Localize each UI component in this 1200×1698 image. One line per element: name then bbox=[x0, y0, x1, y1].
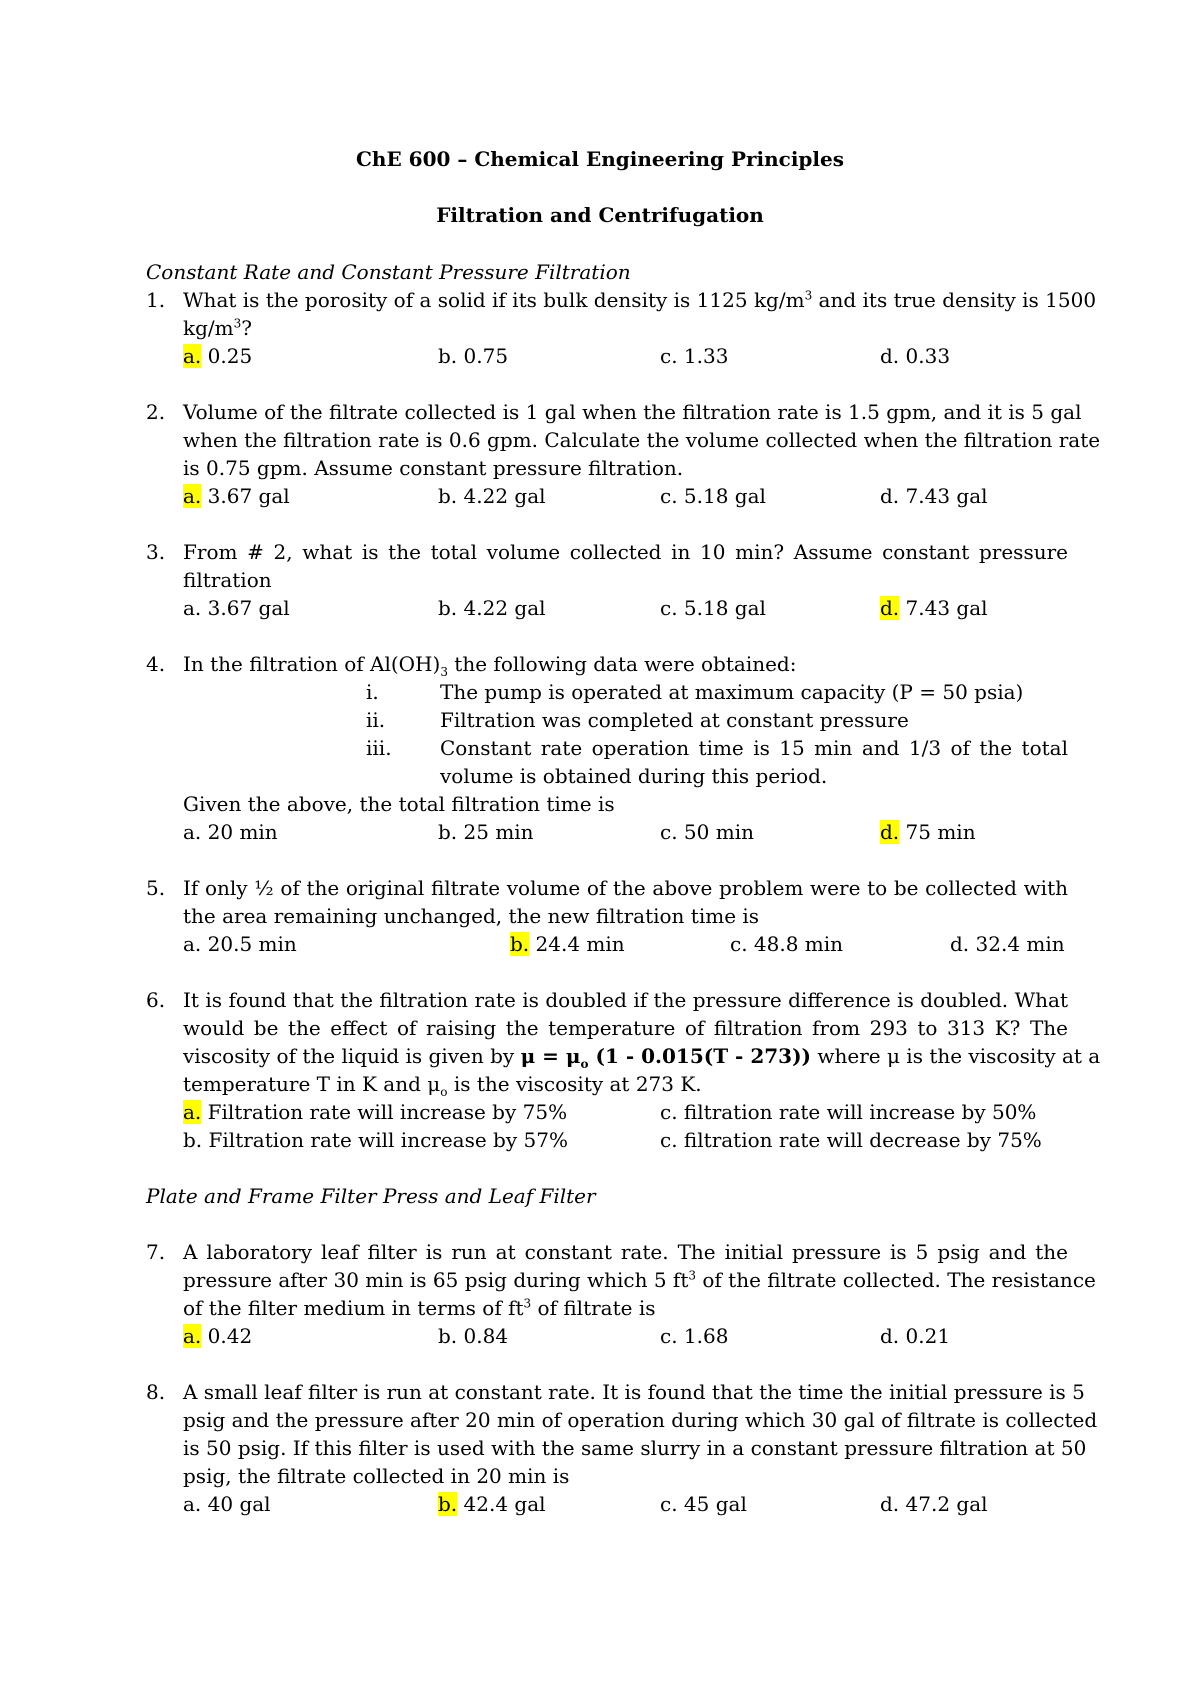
question-text: is 0.75 gpm. Assume constant pressure filtration. bbox=[183, 456, 684, 480]
option-d: d. 75 min bbox=[880, 820, 976, 844]
question-text: is 50 psig. If this filter is used with the same slurry in a constant pressure filtration at 50 bbox=[183, 1436, 1087, 1460]
sub-item-number: i. bbox=[366, 680, 379, 704]
section-heading-filtration: Constant Rate and Constant Pressure Filtration bbox=[146, 260, 631, 284]
sub-item-text: Filtration was completed at constant pressure bbox=[440, 708, 909, 732]
option-b: b. 24.4 min bbox=[510, 932, 625, 956]
option-d: d. 7.43 gal bbox=[880, 596, 988, 620]
option-a: a. 40 gal bbox=[183, 1492, 271, 1516]
question-text: the area remaining unchanged, the new filtration time is bbox=[183, 904, 760, 928]
option-b: b. Filtration rate will increase by 57% bbox=[183, 1128, 568, 1152]
question-text: A laboratory leaf filter is run at constant rate. The initial pressure is 5 psig and the bbox=[183, 1240, 1068, 1264]
viscosity-formula: $\mu = \mu_o$ (1 - 0.015(T - 273)) bbox=[520, 1044, 811, 1071]
question-text: From # 2, what is the total volume collected in 10 min? Assume constant pressure bbox=[183, 540, 1068, 564]
question-text: when the filtration rate is 0.6 gpm. Calculate the volume collected when the filtration rate bbox=[183, 428, 1101, 452]
question-text: Volume of the filtrate collected is 1 gal when the filtration rate is 1.5 gpm, and it is 5 gal bbox=[183, 400, 1082, 424]
question-number: 8. bbox=[146, 1380, 166, 1404]
option-b: b. 0.84 bbox=[438, 1324, 509, 1348]
sub-item-number: ii. bbox=[366, 708, 386, 732]
option-c: c. 5.18 gal bbox=[660, 484, 766, 508]
option-d: d. 0.21 bbox=[880, 1324, 951, 1348]
question-text: pressure after 30 min is 65 psig during which 5 $ft^3$ of the filtrate collected. The resistance bbox=[183, 1268, 1096, 1292]
option-a: a. 0.25 bbox=[183, 344, 253, 368]
option-a: a. 20.5 min bbox=[183, 932, 297, 956]
option-a: a. 20 min bbox=[183, 820, 278, 844]
section-heading-filter-press: Plate and Frame Filter Press and Leaf Filter bbox=[146, 1184, 596, 1208]
option-c: c. 5.18 gal bbox=[660, 596, 766, 620]
sub-item-number: iii. bbox=[366, 736, 392, 760]
question-number: 1. bbox=[146, 288, 166, 312]
sub-item-text: volume is obtained during this period. bbox=[440, 764, 828, 788]
answer-highlight: a. bbox=[183, 484, 202, 508]
question-text: A small leaf filter is run at constant rate. It is found that the time the initial pressure is 5 bbox=[183, 1380, 1085, 1404]
question-number: 7. bbox=[146, 1240, 166, 1264]
sub-item-text: The pump is operated at maximum capacity (P = 50 psia) bbox=[440, 680, 1024, 704]
question-number: 6. bbox=[146, 988, 166, 1012]
question-text: What is the porosity of a solid if its bulk density is 1125 $kg/m^3$ and its true density is 1500 bbox=[183, 288, 1097, 312]
course-title: ChE 600 – Chemical Engineering Principles bbox=[355, 147, 845, 171]
question-text: Given the above, the total filtration time is bbox=[183, 792, 615, 816]
option-c: c. 45 gal bbox=[660, 1492, 747, 1516]
answer-highlight: b. bbox=[438, 1492, 458, 1516]
question-text: $kg/m^3$? bbox=[183, 316, 252, 340]
question-number: 5. bbox=[146, 876, 166, 900]
answer-highlight: a. bbox=[183, 344, 202, 368]
question-text: filtration bbox=[183, 568, 272, 592]
question-text: temperature T in K and $\mu_o$ is the viscosity at 273 K. bbox=[183, 1072, 702, 1099]
option-c: c. 48.8 min bbox=[730, 932, 844, 956]
question-text: would be the effect of raising the temperature of filtration from 293 to 313 K? The bbox=[183, 1016, 1068, 1040]
topic-title: Filtration and Centrifugation bbox=[436, 203, 764, 227]
answer-highlight: a. bbox=[183, 1324, 202, 1348]
option-a: a. Filtration rate will increase by 75% bbox=[183, 1100, 568, 1124]
option-a: a. 3.67 gal bbox=[183, 596, 290, 620]
option-b: b. 0.75 bbox=[438, 344, 509, 368]
option-c: c. 1.68 bbox=[660, 1324, 729, 1348]
answer-highlight: d. bbox=[880, 820, 900, 844]
option-c: c. 1.33 bbox=[660, 344, 729, 368]
question-number: 3. bbox=[146, 540, 166, 564]
question-number: 4. bbox=[146, 652, 166, 676]
option-c: c. filtration rate will increase by 50% bbox=[660, 1100, 1037, 1124]
option-d: d. 0.33 bbox=[880, 344, 951, 368]
option-d: d. 47.2 gal bbox=[880, 1492, 988, 1516]
option-c: c. 50 min bbox=[660, 820, 754, 844]
question-text: psig, the filtrate collected in 20 min is bbox=[183, 1464, 570, 1488]
option-c: c. filtration rate will decrease by 75% bbox=[660, 1128, 1042, 1152]
option-a: a. 0.42 bbox=[183, 1324, 253, 1348]
option-b: b. 25 min bbox=[438, 820, 534, 844]
sub-item-text: Constant rate operation time is 15 min and 1/3 of the total bbox=[440, 736, 1068, 760]
option-d: d. 7.43 gal bbox=[880, 484, 988, 508]
option-b: b. 4.22 gal bbox=[438, 484, 546, 508]
question-text: It is found that the filtration rate is doubled if the pressure difference is doubled. What bbox=[183, 988, 1068, 1012]
option-b: b. 4.22 gal bbox=[438, 596, 546, 620]
option-d: d. 32.4 min bbox=[950, 932, 1065, 956]
question-text: psig and the pressure after 20 min of operation during which 30 gal of filtrate is collected bbox=[183, 1408, 1098, 1432]
question-text: of the filter medium in terms of $ft^3$ of filtrate is bbox=[183, 1296, 656, 1320]
question-text: viscosity of the liquid is given by $\mu = \mu_o$ (1 - 0.015(T - 273)) where μ is the viscosity at a bbox=[183, 1044, 1101, 1071]
question-text: In the filtration of $Al(OH)_3$ the following data were obtained: bbox=[183, 652, 797, 679]
question-number: 2. bbox=[146, 400, 166, 424]
answer-highlight: d. bbox=[880, 596, 900, 620]
option-b: b. 42.4 gal bbox=[438, 1492, 546, 1516]
option-a: a. 3.67 gal bbox=[183, 484, 290, 508]
answer-highlight: a. bbox=[183, 1100, 202, 1124]
question-text: If only ½ of the original filtrate volume of the above problem were to be collected with bbox=[183, 876, 1068, 900]
answer-highlight: b. bbox=[510, 932, 530, 956]
